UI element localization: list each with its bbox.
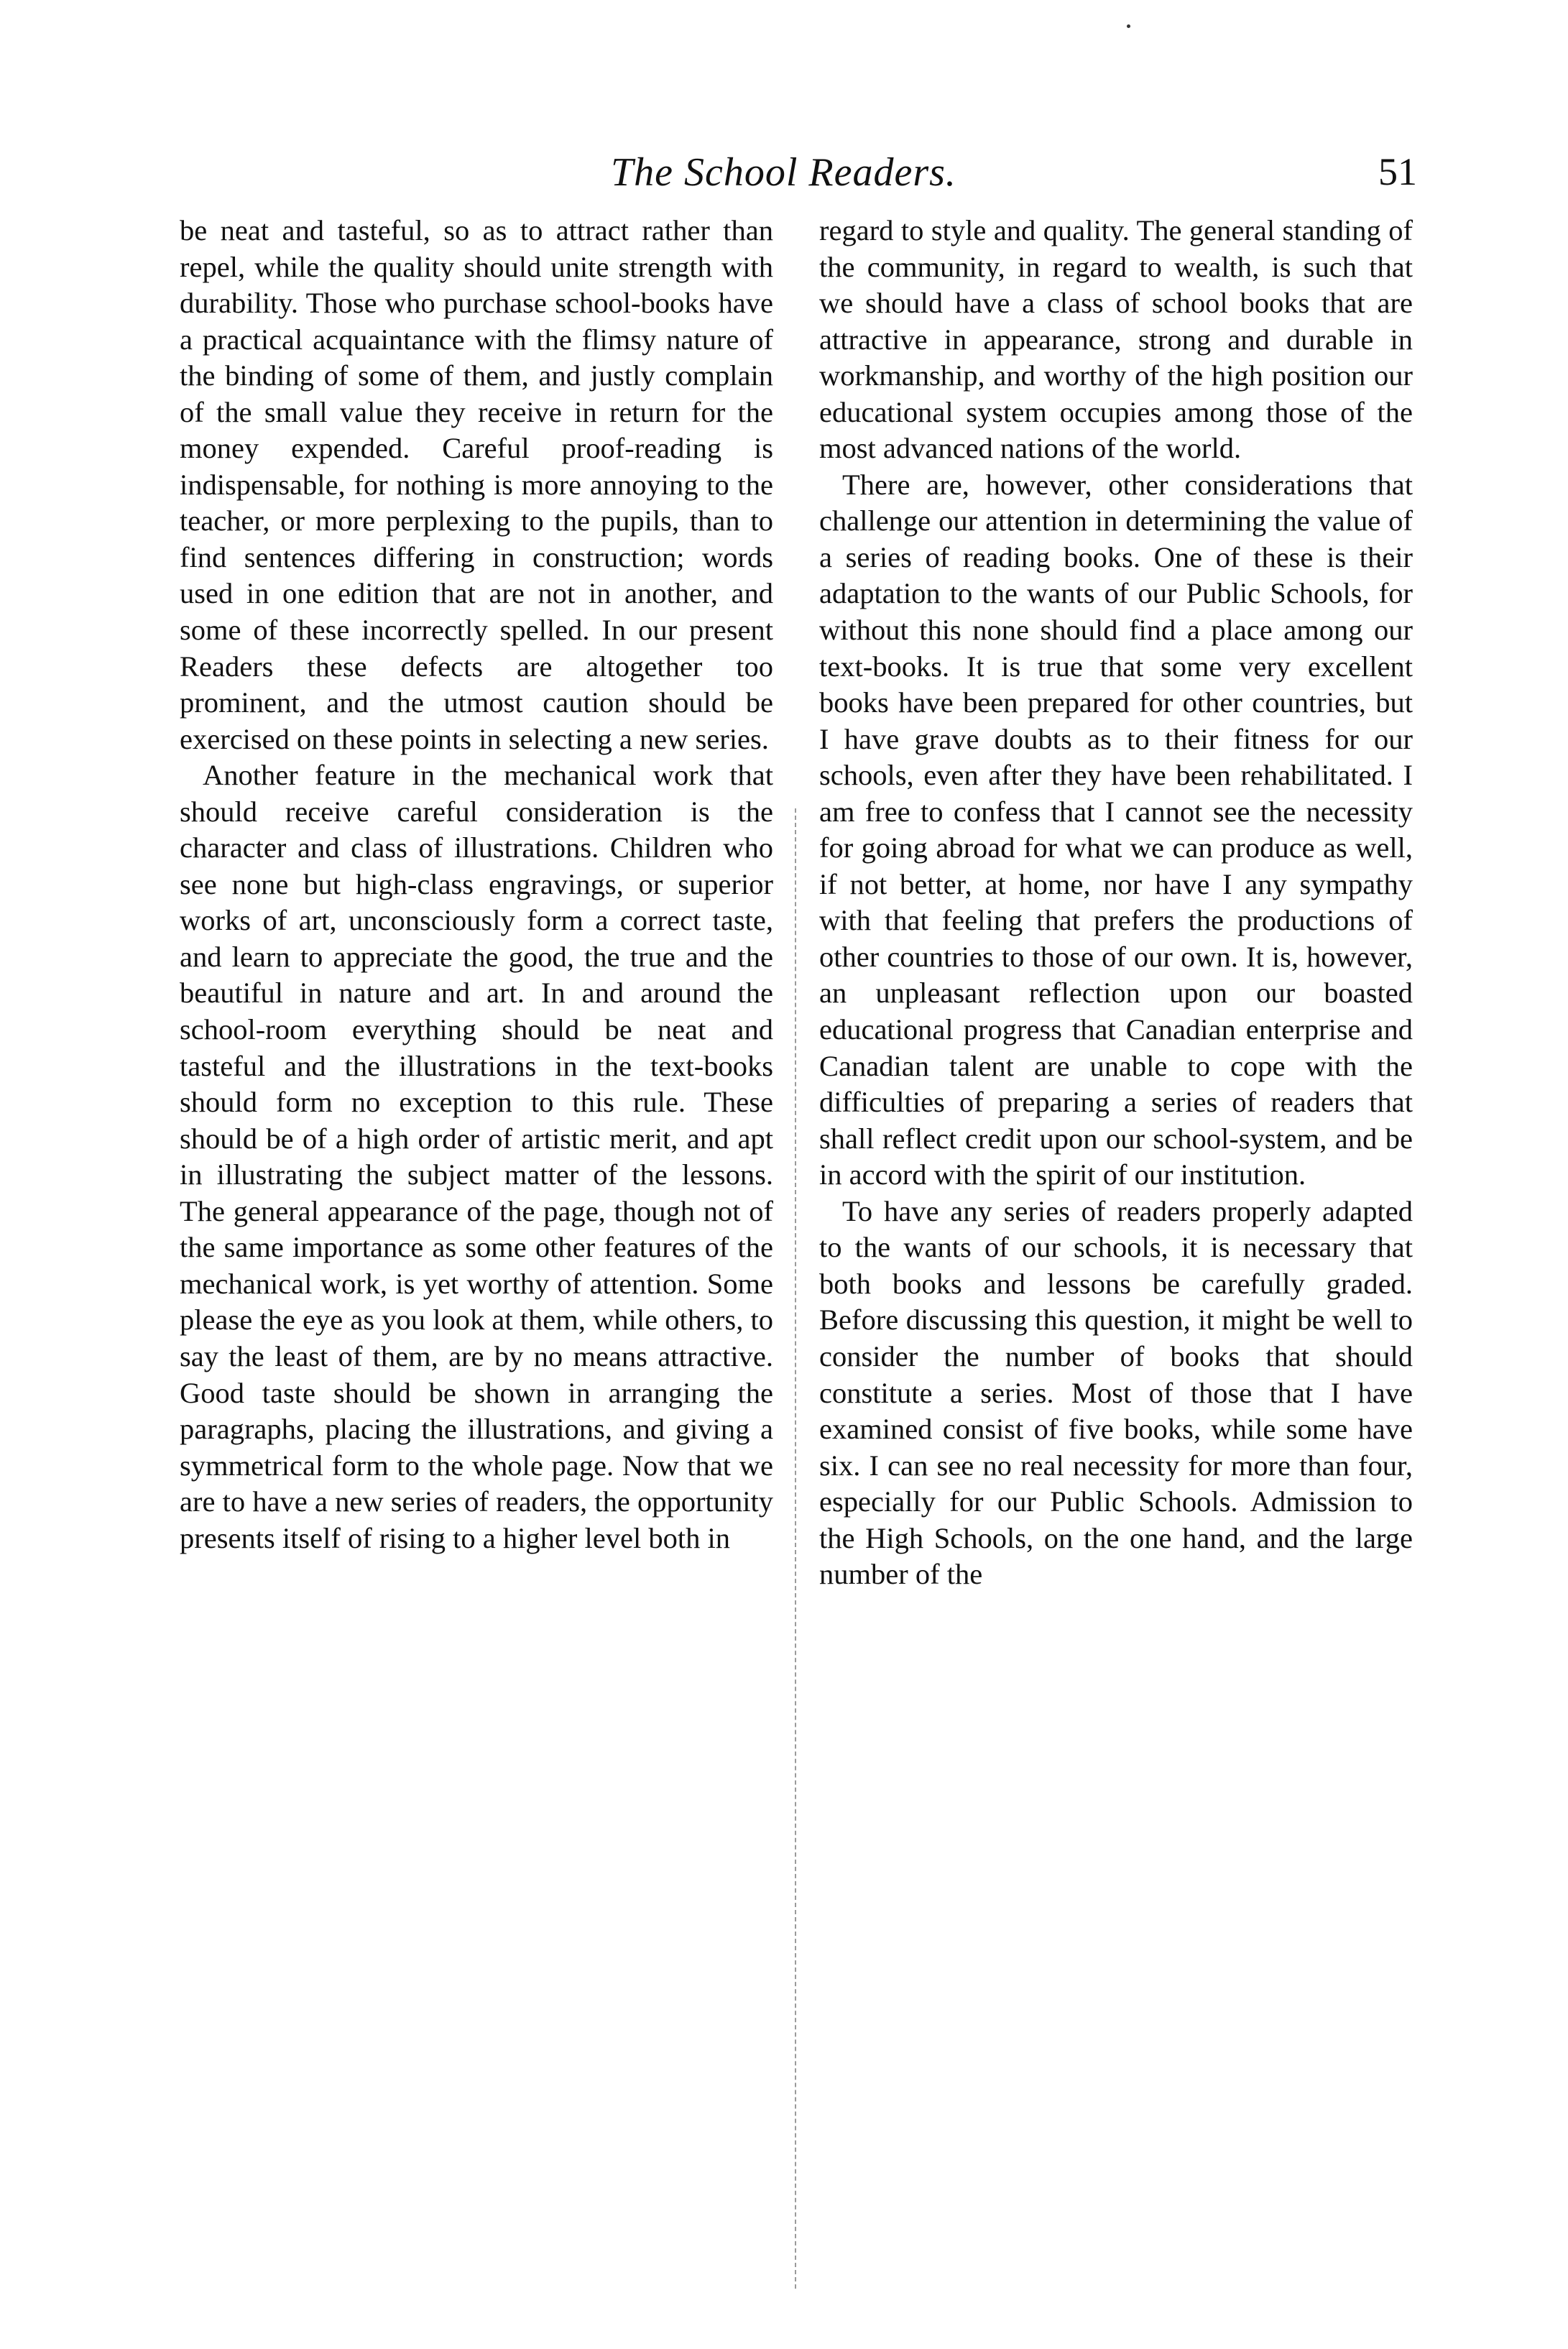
right-paragraph-2: There are, however, other considerations that challenge our attention in determining the value of a series of reading books. One of these is their adaptation to the wants of our Public Schools, for without this none should find a place among our text-books. It is true that some very excellent books have been prepared for other countries, but I have grave doubts as to their fitness for our schools, even after they have been rehabilitated. I am free to confess that I cannot see the necessity for going abroad for what we can produce as well, if not better, at home, nor have I any sympathy with that feeling that prefers the productions of other countries to those of our own. It is, however, an unpleasant reflection upon our boasted educational progress that Canadian enterprise and Canadian talent are unable to cope with the difficulties of preparing a series of readers that shall reflect credit upon our school-system, and be in accord with the spirit of our institution. (819, 468, 1413, 1191)
right-column (819, 213, 1413, 1593)
right-paragraph-1: regard to style and quality. The general standing of the community, in regard to wealth, is such that we should have a class of school books that are attractive in appearance, strong and durable in workmanship, and worthy of the high position our educational system occupies among those of the most advanced nations of the world. (819, 214, 1413, 465)
page-header (0, 149, 1568, 207)
left-column (180, 213, 773, 1556)
left-paragraph-1: be neat and tasteful, so as to attract rather than repel, while the quality should unite strength with durability. Those who purchase school-books have a practical acquaintance with the flimsy nature of the binding of some of them, and justly complain of the small value they receive in return for the money expended. Careful proof-reading is indispensable, for nothing is more annoying to the teacher, or more perplexing to the pupils, than to find sentences differing in construction; words used in one edition that are not in another, and some of these incorrectly spelled. In our present Readers these defects are altogether too prominent, and the utmost caution should be exercised on these points in selecting a new series. (180, 214, 773, 755)
left-paragraph-2: Another feature in the mechanical work that should receive careful consideration is the character and class of illustrations. Children who see none but high-class engravings, or superior works of art, unconsciously form a correct taste, and learn to appreciate the good, the true and the beautiful in nature and art. In and around the school-room everything should be neat and tasteful and the illustrations in the text-books should form no exception to this rule. These should be of a high order of artistic merit, and apt in illustrating the subject matter of the lessons. The general appearance of the page, though not of the same importance as some other features of the mechanical work, is yet worthy of attention. Some please the eye as you look at them, while others, to say the least of them, are by no means attractive. Good taste should be shown in arranging the paragraphs, placing the illustrations, and giving a symmetrical form to the whole page. Now that we are to have a new series of readers, the opportunity presents itself of rising to a higher level both in (180, 759, 773, 1554)
page-number: 51 (1378, 150, 1417, 193)
ink-speck (1127, 24, 1130, 28)
column-divider (795, 808, 796, 2289)
right-paragraph-3: To have any series of readers properly adapted to the wants of our schools, it is necessary that both books and lessons be carefully graded. Before discussing this question, it might be well to consider the number of books that should constitute a series. Most of those that I have examined consist of five books, while some have six. I can see no real necessity for more than four, especially for our Public Schools. Admission to the High Schools, on the one hand, and the large number of the (819, 1194, 1413, 1591)
running-title: The School Readers. (611, 150, 956, 195)
